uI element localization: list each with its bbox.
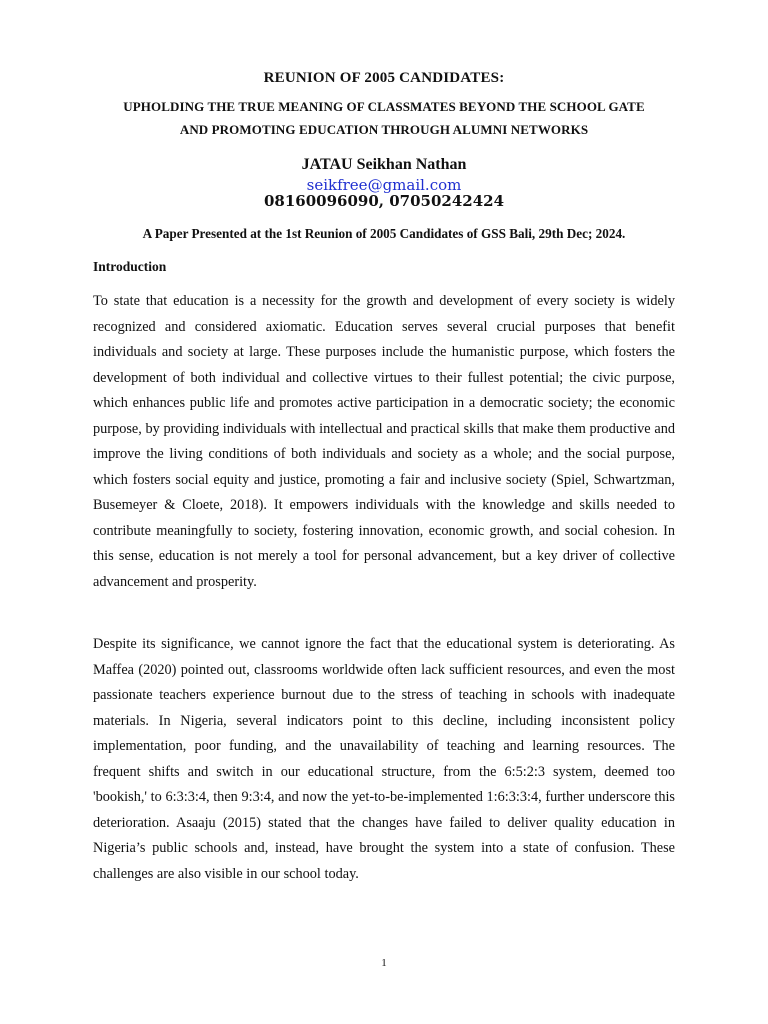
subtitle-line-1: UPHOLDING THE TRUE MEANING OF CLASSMATES BEYOND THE SCHOOL GATE bbox=[123, 99, 645, 114]
section-heading-introduction: Introduction bbox=[93, 259, 167, 274]
body-paragraph: Despite its significance, we cannot ignore the fact that the educational system is deteriorating. As Maffea (2020) pointed out, classrooms worldwide often lack sufficient resources, and even the most passionate teachers experience burnout due to the stress of teaching in schools with inadequate materials. In Nigeria, several indicators point to this decline, including inconsistent policy implementation, poor funding, and the unavailability of teaching and learning resources. The frequent shifts and switch in our educational structure, from the 6:5:2:3 system, deemed too 'bookish,' to 6:3:3:4, then 9:3:4, and now the yet-to-be-implemented 1:6:3:3:4, further underscore this deterioration. Asaaju (2015) stated that the changes have failed to deliver quality education in Nigeria’s public schools and, instead, have brought the system into a state of confusion. These challenges are also visible in our school today. bbox=[93, 636, 675, 882]
page-number: 1 bbox=[381, 957, 387, 969]
author-email-link[interactable]: seikfree@gmail.com bbox=[306, 176, 462, 194]
author-name: JATAU Seikhan Nathan bbox=[301, 156, 467, 173]
presentation-note: A Paper Presented at the 1st Reunion of 2005 Candidates of GSS Bali, 29th Dec; 2024. bbox=[142, 226, 626, 241]
author-phone: 08160096090, 07050242424 bbox=[263, 192, 505, 210]
subtitle-line-2: AND PROMOTING EDUCATION THROUGH ALUMNI NETWORKS bbox=[179, 122, 589, 137]
body-paragraph: To state that education is a necessity for the growth and development of every society is widely recognized and considered axiomatic. Education serves several crucial purposes that benefit individuals and society at large. These purposes include the humanistic purpose, which fosters the development of both individual and collective virtues to their fullest potential; the civic purpose, which enhances public life and promotes active participation in a democratic society; the economic purpose, by providing individuals with intellectual and practical skills that make them productive and improve the living conditions of both individuals and society as a whole; and the social purpose, which fosters social equity and justice, promoting a fair and inclusive society (Spiel, Schwartzman, Busemeyer & Cloete, 2018). It empowers individuals with the knowledge and skills needed to contribute meaningfully to society, fostering innovation, economic growth, and social cohesion. In this sense, education is not merely a tool for personal advancement, but a key driver of collective advancement and prosperity. bbox=[93, 293, 675, 590]
paper-subtitle bbox=[80, 95, 688, 141]
paper-title: REUNION OF 2005 CANDIDATES: bbox=[263, 70, 505, 86]
